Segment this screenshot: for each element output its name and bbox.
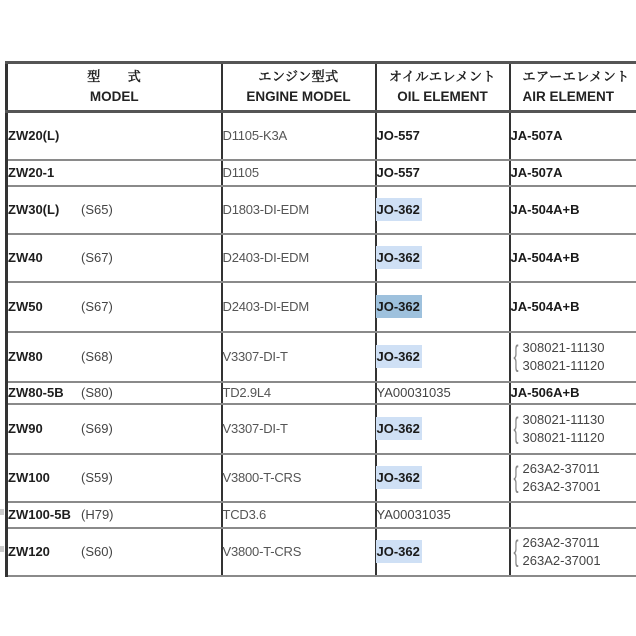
table-row [7, 382, 636, 404]
air-cell [510, 332, 636, 382]
engine-cell: D2403-DI-EDM [222, 234, 376, 282]
model-cell [7, 382, 222, 404]
header-model-en: MODEL [89, 89, 139, 104]
oil-cell [376, 234, 510, 282]
table-row [7, 234, 636, 282]
engine-cell: V3307-DI-T [222, 332, 376, 382]
table-row [7, 332, 636, 382]
oil-cell: YA00031035 [376, 502, 510, 528]
header-oil-element-jp: オイルエレメント [389, 69, 496, 84]
air-part-list [523, 534, 601, 570]
header-engine-model-jp: エンジン型式 [258, 69, 339, 84]
air-cell [510, 528, 636, 576]
header-air-element-jp: エアーエレメント [522, 69, 630, 84]
model-series: (S59) [81, 470, 113, 485]
air-cell: JA-504A+B [510, 282, 636, 332]
header-model [7, 63, 222, 112]
header-air-element-en: AIR ELEMENT [522, 89, 615, 104]
air-cell [510, 454, 636, 502]
table-row [7, 186, 636, 234]
engine-cell: V3800-T-CRS [222, 454, 376, 502]
engine-cell: D2403-DI-EDM [222, 282, 376, 332]
model-series: (H79) [81, 507, 114, 522]
brace-icon: { [513, 534, 519, 568]
page-edge-mark [0, 509, 4, 515]
table-row [7, 502, 636, 528]
air-cell-empty [510, 502, 636, 528]
oil-cell [376, 112, 510, 160]
model-name: ZW40 [8, 250, 43, 265]
model-cell [7, 332, 222, 382]
model-cell [7, 404, 222, 454]
engine-cell: D1803-DI-EDM [222, 186, 376, 234]
oil-cell [376, 528, 510, 576]
oil-part-number: JO-557 [376, 128, 420, 144]
model-cell [7, 112, 222, 160]
table-row [7, 528, 636, 576]
air-cell: JA-504A+B [510, 234, 636, 282]
air-part-number: 263A2-37001 [522, 478, 601, 494]
air-cell: JA-506A+B [510, 382, 636, 404]
model-name: ZW80-5B [8, 385, 64, 400]
model-name: ZW100 [8, 470, 50, 485]
model-cell [7, 186, 222, 234]
engine-cell: TD2.9L4 [222, 382, 376, 404]
model-name: ZW90 [8, 421, 43, 436]
table-row [7, 112, 636, 160]
engine-cell: D1105-K3A [222, 112, 376, 160]
model-series: (S65) [81, 202, 113, 217]
air-cell [510, 404, 636, 454]
table-header-row [7, 63, 636, 112]
oil-part-number-highlighted: JO-362 [376, 345, 422, 368]
engine-cell: D1105 [222, 160, 376, 186]
oil-part-number-highlighted: JO-362 [376, 198, 422, 221]
model-series: (S69) [81, 421, 113, 436]
table-row [7, 454, 636, 502]
air-part-number: 308021-11130 [522, 339, 605, 355]
model-name: ZW20(L) [8, 128, 60, 144]
model-name: ZW50 [8, 299, 43, 314]
oil-part-number-highlighted: JO-362 [376, 417, 422, 440]
model-name: ZW80 [8, 349, 43, 364]
model-series: (S80) [81, 385, 113, 400]
model-series: (S67) [81, 250, 113, 265]
air-part-number: 308021-11120 [522, 429, 605, 445]
oil-part-number-selected: JO-362 [376, 295, 422, 318]
air-part-number: 308021-11130 [522, 411, 605, 427]
table-row [7, 160, 636, 186]
model-cell [7, 160, 222, 186]
model-series: (S68) [81, 349, 113, 364]
oil-cell [376, 404, 510, 454]
air-part-number: 263A2-37011 [522, 460, 600, 476]
air-part-list [523, 339, 605, 375]
model-cell [7, 528, 222, 576]
header-oil-element [376, 63, 510, 112]
engine-cell: TCD3.6 [222, 502, 376, 528]
air-part-number: 263A2-37011 [522, 534, 600, 550]
air-cell: JA-504A+B [510, 186, 636, 234]
filter-element-table [5, 61, 636, 577]
engine-cell: V3800-T-CRS [222, 528, 376, 576]
page-edge-mark [0, 546, 4, 552]
oil-part-number-highlighted: JO-362 [376, 540, 422, 563]
air-part-list [523, 460, 601, 496]
table-row [7, 404, 636, 454]
air-cell: JA-507A [510, 160, 636, 186]
air-part-number: 263A2-37001 [522, 552, 601, 568]
brace-icon: { [513, 411, 519, 445]
oil-part-number: JO-557 [376, 165, 420, 180]
air-part-list [523, 411, 605, 447]
brace-icon: { [513, 460, 519, 494]
oil-cell [376, 186, 510, 234]
model-name: ZW20-1 [8, 165, 55, 180]
oil-cell [376, 160, 510, 186]
oil-part-number-highlighted: JO-362 [376, 466, 422, 489]
model-name: ZW100-5B [8, 507, 71, 522]
header-air-element [510, 63, 636, 112]
model-cell [7, 502, 222, 528]
model-series: (S60) [81, 544, 113, 559]
oil-cell [376, 454, 510, 502]
engine-cell: V3307-DI-T [222, 404, 376, 454]
table-row [7, 282, 636, 332]
oil-part-number-highlighted: JO-362 [376, 246, 422, 269]
header-oil-element-en: OIL ELEMENT [397, 89, 488, 104]
oil-cell: YA00031035 [376, 382, 510, 404]
model-name: ZW30(L) [8, 202, 60, 217]
header-model-jp: 型 式 [87, 69, 142, 84]
model-series: (S67) [81, 299, 113, 314]
air-cell: JA-507A [510, 112, 636, 160]
model-cell [7, 454, 222, 502]
air-part-number: 308021-11120 [522, 357, 605, 373]
model-name: ZW120 [8, 544, 50, 559]
oil-cell [376, 332, 510, 382]
model-cell [7, 282, 222, 332]
model-cell [7, 234, 222, 282]
header-engine-model [222, 63, 376, 112]
oil-cell [376, 282, 510, 332]
header-engine-model-en: ENGINE MODEL [246, 89, 351, 104]
brace-icon: { [513, 339, 519, 373]
